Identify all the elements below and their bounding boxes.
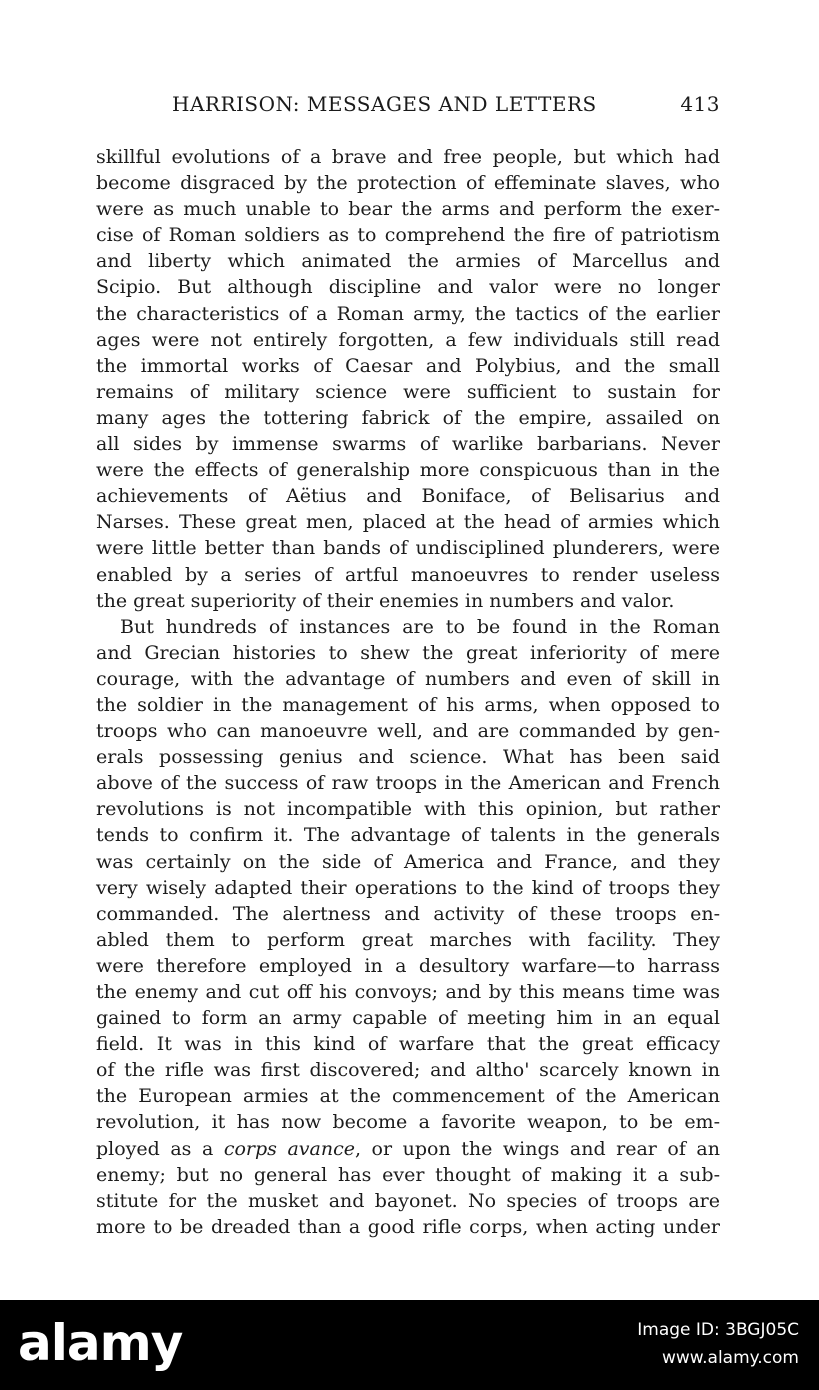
text-line: Scipio. But although discipline and valor were no longer bbox=[96, 276, 720, 299]
text-line: ages were not entirely forgotten, a few individuals still read bbox=[96, 328, 720, 351]
text-line: stitute for the musket and bayonet. No species of troops are bbox=[96, 1189, 720, 1212]
text-line: many ages the tottering fabrick of the empire, assailed on bbox=[96, 406, 720, 429]
watermark-footer-bar bbox=[0, 1300, 819, 1390]
text-line: above of the success of raw troops in the American and French bbox=[96, 772, 720, 795]
text-line: courage, with the advantage of numbers and even of skill in bbox=[96, 667, 720, 690]
text-line: become disgraced by the protection of effeminate slaves, who bbox=[96, 172, 720, 195]
text-line: were therefore employed in a desultory warfare—to harrass bbox=[96, 954, 720, 977]
text-line: achievements of Aëtius and Boniface, of Belisarius and bbox=[96, 485, 720, 508]
running-title: HARRISON: MESSAGES AND LETTERS bbox=[172, 92, 597, 116]
paragraph-last-line: the great superiority of their enemies in numbers and valor. bbox=[96, 589, 675, 612]
brand-logo: alamy bbox=[18, 1314, 183, 1372]
text-line: the characteristics of a Roman army, the tactics of the earlier bbox=[96, 302, 720, 325]
text-line: the enemy and cut off his convoys; and by this means time was bbox=[96, 981, 720, 1003]
text-line: ployed as a corps avance, or upon the wings and rear of an bbox=[96, 1137, 720, 1160]
running-head bbox=[172, 92, 720, 122]
image-id: Image ID: 3BGJ05C bbox=[637, 1320, 799, 1340]
text-line: gained to form an army capable of meeting him in an equal bbox=[96, 1007, 720, 1030]
text-line: erals possessing genius and science. What has been said bbox=[96, 746, 720, 769]
text-line: were the effects of generalship more conspicuous than in the bbox=[96, 459, 720, 482]
text-line: revolutions is not incompatible with this opinion, but rather bbox=[96, 798, 720, 821]
text-line: more to be dreaded than a good rifle corps, when acting under bbox=[96, 1215, 720, 1238]
body-text bbox=[96, 144, 720, 1240]
text-line: revolution, it has now become a favorite weapon, to be em- bbox=[96, 1111, 720, 1134]
text-line: and Grecian histories to shew the great inferiority of mere bbox=[96, 641, 720, 664]
text-line: all sides by immense swarms of warlike barbarians. Never bbox=[96, 433, 720, 456]
text-line: tends to confirm it. The advantage of talents in the generals bbox=[96, 824, 720, 847]
site-url: www.alamy.com bbox=[661, 1348, 799, 1368]
text-line: the immortal works of Caesar and Polybius, and the small bbox=[96, 354, 720, 377]
italic-phrase: corps avance bbox=[223, 1137, 355, 1160]
text-line: abled them to perform great marches with facility. They bbox=[96, 928, 720, 951]
text-line: troops who can manoeuvre well, and are commanded by gen- bbox=[96, 720, 720, 743]
paragraph-first-line: But hundreds of instances are to be found in the Roman bbox=[120, 615, 720, 638]
text-line: commanded. The alertness and activity of these troops en- bbox=[96, 902, 720, 925]
text-line: skillful evolutions of a brave and free people, but which had bbox=[96, 146, 720, 168]
text-line: the soldier in the management of his arms, when opposed to bbox=[96, 693, 720, 716]
text-line: were as much unable to bear the arms and perform the exer- bbox=[96, 198, 720, 221]
text-line: field. It was in this kind of warfare that the great efficacy bbox=[96, 1033, 720, 1056]
text-line: Narses. These great men, placed at the head of armies which bbox=[96, 511, 720, 534]
text-line: cise of Roman soldiers as to comprehend the fire of patriotism bbox=[96, 224, 720, 247]
text-line: was certainly on the side of America and France, and they bbox=[96, 850, 720, 873]
footer-meta bbox=[637, 1316, 799, 1372]
page-number: 413 bbox=[680, 92, 720, 116]
text-line: enabled by a series of artful manoeuvres to render useless bbox=[96, 563, 720, 586]
text-line: remains of military science were sufficient to sustain for bbox=[96, 380, 720, 403]
text-line: the European armies at the commencement of the American bbox=[96, 1085, 720, 1108]
text-line: very wisely adapted their operations to the kind of troops they bbox=[96, 876, 720, 899]
text-line: and liberty which animated the armies of Marcellus and bbox=[96, 250, 720, 273]
text-line: were little better than bands of undisciplined plunderers, were bbox=[96, 537, 720, 560]
text-line: enemy; but no general has ever thought of making it a sub- bbox=[96, 1163, 720, 1186]
text-line: of the rifle was first discovered; and altho' scarcely known in bbox=[96, 1059, 720, 1082]
